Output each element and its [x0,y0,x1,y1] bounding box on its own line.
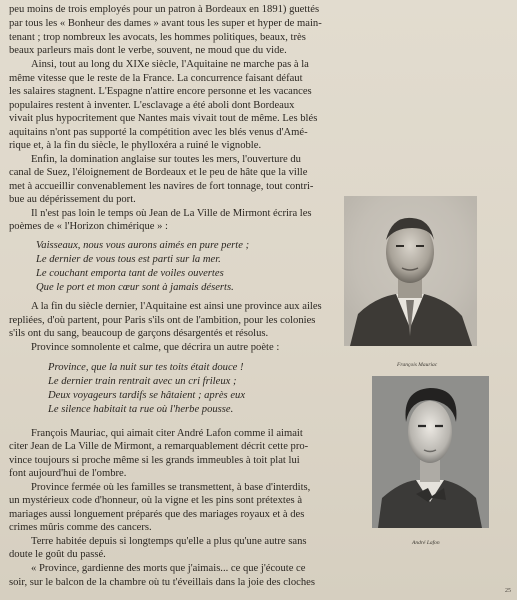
portrait-photo-lafon [372,376,489,528]
body-line: bue au dépérissement du port. [9,194,136,205]
body-line: vivait plus hypocritement que Nantes mais vivait tout de même. Les blés [9,113,318,124]
poem-line: Le dernier de vous tous est parti sur la mer. [36,254,221,265]
body-line: Ainsi, tout au long du XIXe siècle, l'Aquitaine ne marche pas à la [31,59,309,70]
body-line: rique et, à la fin du siècle, le phylloxéra a ruiné le vignoble. [9,140,262,151]
portrait-image [372,376,489,528]
page-number: 25 [505,588,511,594]
poem-line: Le couchant emporta tant de voiles ouvertes [36,268,224,279]
body-line: par tous les « Bonheur des dames » avant tous les super et hyper de main- [9,18,322,29]
body-line: repliées, d'où partent, pour Paris s'ils ont de l'ambition, pour les colonies [9,315,316,326]
body-line: peu moins de trois employés pour un patron à Bordeaux en 1891) guettés [9,4,320,15]
body-line: met à accueillir convenablement les navires de fort tonnage, tout contri- [9,181,314,192]
body-line: mariages aussi longuement préparés que des mariages royaux et à des [9,509,305,520]
body-line: « Province, gardienne des morts que j'aimais... ce que j'écoute ce [31,563,306,574]
body-line: font aujourd'hui de l'ombre. [9,468,127,479]
body-line: Enfin, la domination anglaise sur toutes les mers, l'ouverture du [31,154,301,165]
body-line: citer Jean de La Ville de Mirmont, a remarquablement décrit cette pro- [9,441,309,452]
body-line: les salaires stagnent. L'Espagne n'attire encore personne et les vacances [9,86,312,97]
poem-line: Deux voyageurs tardifs se hâtaient ; après eux [48,390,246,401]
body-line: populaires restent à inventer. L'esclavage a été aboli dont Bordeaux [9,100,295,111]
poem-line: Province, que la nuit sur tes toits était douce ! [48,362,244,373]
photo-caption: André Lafon [412,540,440,546]
poem-line: Que le port et mon cœur sont à jamais déserts. [36,282,234,293]
body-line: François Mauriac, qui aimait citer André Lafon comme il aimait [31,428,303,439]
body-line: canal de Suez, l'éloignement de Bordeaux et le peu de hâte que la ville [9,167,308,178]
body-line: Il n'est pas loin le temps où Jean de La Ville de Mirmont écrira les [31,208,312,219]
body-line: s'ils ont du sang, beaucoup de garçons désargentés et résolus. [9,328,269,339]
body-line: A la fin du siècle dernier, l'Aquitaine est ainsi une province aux ailes [31,301,322,312]
body-line: vince toujours si proche même si les grands immeubles à toit plat lui [9,455,300,466]
body-line: doute le goût du passé. [9,549,106,560]
body-line: même vitesse que le reste de la France. La concurrence faisant défaut [9,73,303,84]
body-line: Province somnolente et calme, que décrira un autre poète : [31,342,280,353]
body-line: soir, sur le balcon de la chambre où tu t'éveillais dans la joie des cloches [9,577,315,588]
poem-line: Le silence habitait ta rue où l'herbe pousse. [48,404,234,415]
body-line: beaux parleurs mais dont le verbe, souvent, ne moud que du vide. [9,45,287,56]
portrait-photo-mauriac [344,196,477,346]
body-line: crimes mûris comme des cancers. [9,522,152,533]
poem-line: Vaisseaux, nous vous aurons aimés en pure perte ; [36,240,250,251]
body-line: Terre habitée depuis si longtemps qu'elle a plus qu'une autre sans [31,536,307,547]
body-line: tenant ; trop nombreux les avocats, les hommes politiques, beaux, très [9,32,306,43]
body-line: Province fermée où les familles se transmettent, à base d'interdits, [31,482,311,493]
photo-caption: François Mauriac [397,362,438,368]
body-line: un mystérieux code d'honneur, où la vigne et les pins sont prétextes à [9,495,303,506]
portrait-image [344,196,477,346]
body-line: aquitains n'ont pas supporté la compétition avec les blés venus d'Amé- [9,127,308,138]
poem-line: Le dernier train rentrait avec un cri frileux ; [48,376,237,387]
body-line: poèmes de « l'Horizon chimérique » : [9,221,169,232]
